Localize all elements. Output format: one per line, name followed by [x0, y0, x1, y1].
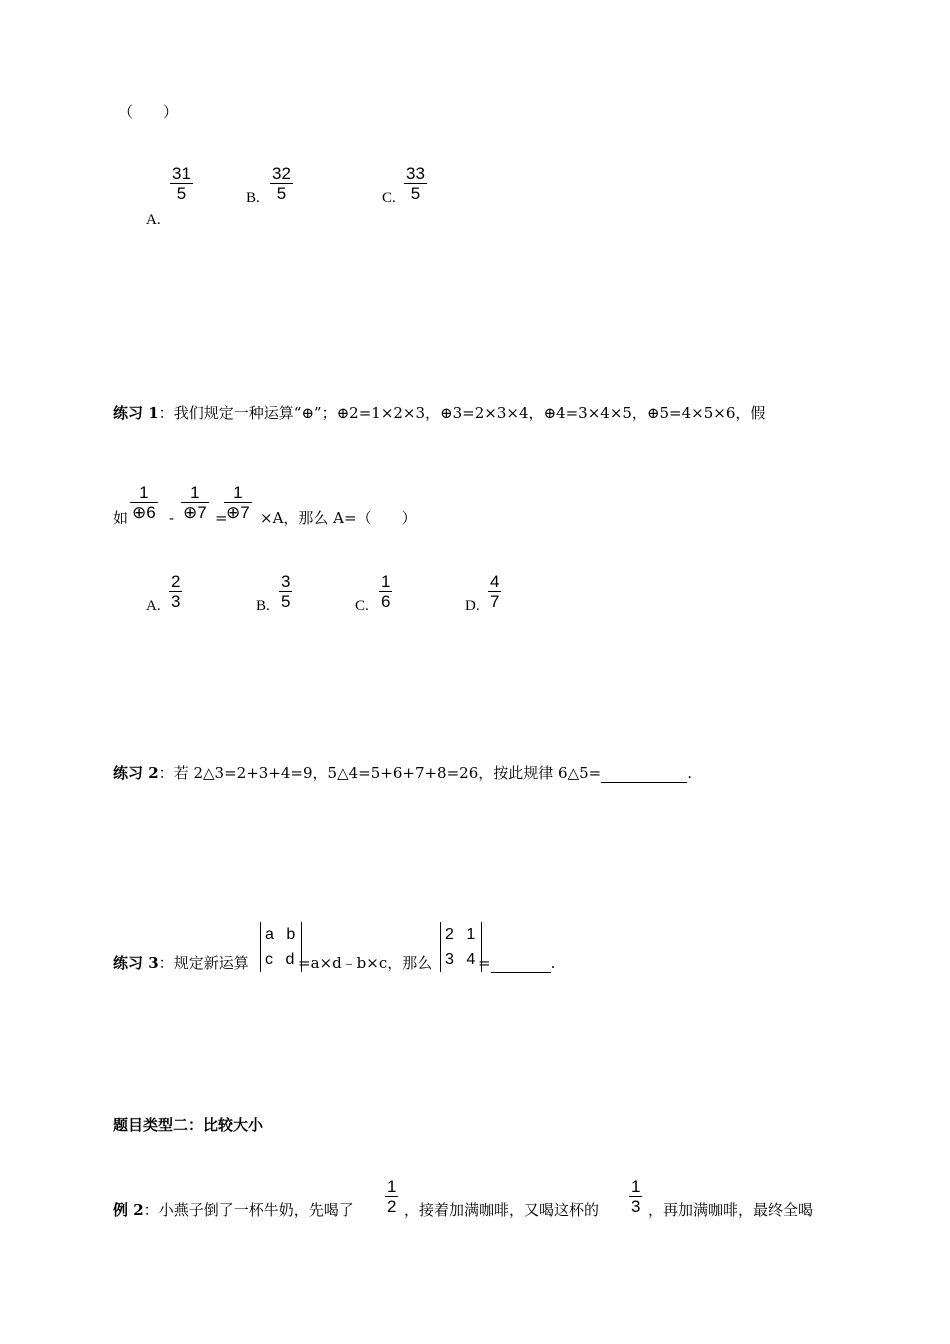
exercise-1-option-c-fraction: $\frac{1}{6}$ [381, 572, 391, 611]
section-heading: 题目类型二：比较大小 [113, 1116, 264, 1134]
example-2-fraction-half: $\frac{1}{2}$ [387, 1177, 397, 1216]
exercise-3-answer: = . [478, 954, 556, 972]
exercise-1-option-d-fraction: $\frac{4}{7}$ [490, 572, 500, 611]
exercise-1-equals: = [215, 509, 228, 527]
exercise-1-option-b-label: B. [256, 598, 270, 614]
exercise-3-definition: =a×d﹣b×c，那么 [298, 954, 433, 972]
determinant-abcd: a b c d [260, 922, 302, 972]
exercise-1-option-c-label: C. [355, 598, 369, 614]
option-c-fraction: $\frac{33}{5}$ [406, 164, 425, 203]
exercise-2-text: 若 2△3=2+3+4=9，5△4=5+6+7+8=26，按此规律 6△5= [173, 764, 602, 782]
exercise-1-option-d-label: D. [465, 598, 480, 614]
option-c-label: C. [382, 190, 396, 206]
exercise-1-prefix: 如 [113, 509, 129, 527]
example-2-lead: 例 2：小燕子倒了一杯牛奶，先喝了 [113, 1201, 354, 1219]
example-2-fraction-third: $\frac{1}{3}$ [631, 1177, 641, 1216]
exercise-3-lead: 练习 3：规定新运算 [113, 954, 249, 972]
exercise-1-title: 练习 1 [113, 404, 159, 422]
exercise-1-fraction-1: $\frac{1}{\oplus 6}$ [132, 483, 156, 522]
example-2-end: ，再加满咖啡，最终全喝 [648, 1201, 814, 1219]
exercise-1-line1: 练习 1：我们规定一种运算“⊕”；⊕2=1×2×3，⊕3=2×3×4，⊕4=3×4×5，⊕5=4×5×6，假 [113, 404, 766, 422]
exercise-1-minus: - [169, 509, 175, 527]
option-a-fraction: $\frac{31}{5}$ [172, 164, 191, 203]
exercise-1-fraction-2: $\frac{1}{\oplus 7}$ [183, 483, 207, 522]
exercise-1-suffix: ×A，那么 A=（ ） [260, 509, 417, 527]
exercise-3-title: 练习 3 [113, 954, 159, 972]
exercise-1-option-b-fraction: $\frac{3}{5}$ [281, 572, 291, 611]
exercise-2-title: 练习 2 [113, 764, 159, 782]
exercise-2: 练习 2：若 2△3=2+3+4=9，5△4=5+6+7+8=26，按此规律 6△5= . [113, 764, 692, 782]
option-a-label: A. [146, 212, 161, 228]
exercise-1-option-a-fraction: $\frac{2}{3}$ [171, 572, 181, 611]
exercise-1-text: 我们规定一种运算“⊕”；⊕2=1×2×3，⊕3=2×3×4，⊕4=3×4×5，⊕5=4×5×6，假 [173, 404, 766, 422]
exercise-2-answer-blank[interactable] [601, 764, 687, 783]
exercise-3-answer-blank[interactable] [491, 954, 551, 973]
answer-paren: （ ） [118, 103, 179, 121]
exercise-1-option-a-label: A. [146, 598, 161, 614]
example-2-middle: ，接着加满咖啡，又喝这杯的 [404, 1201, 600, 1219]
determinant-2134: 2 1 3 4 [440, 922, 482, 972]
option-b-label: B. [246, 190, 260, 206]
exercise-1-fraction-3: $\frac{1}{\oplus 7}$ [226, 483, 250, 522]
example-2-title: 例 2 [113, 1201, 144, 1219]
option-b-fraction: $\frac{32}{5}$ [272, 164, 291, 203]
